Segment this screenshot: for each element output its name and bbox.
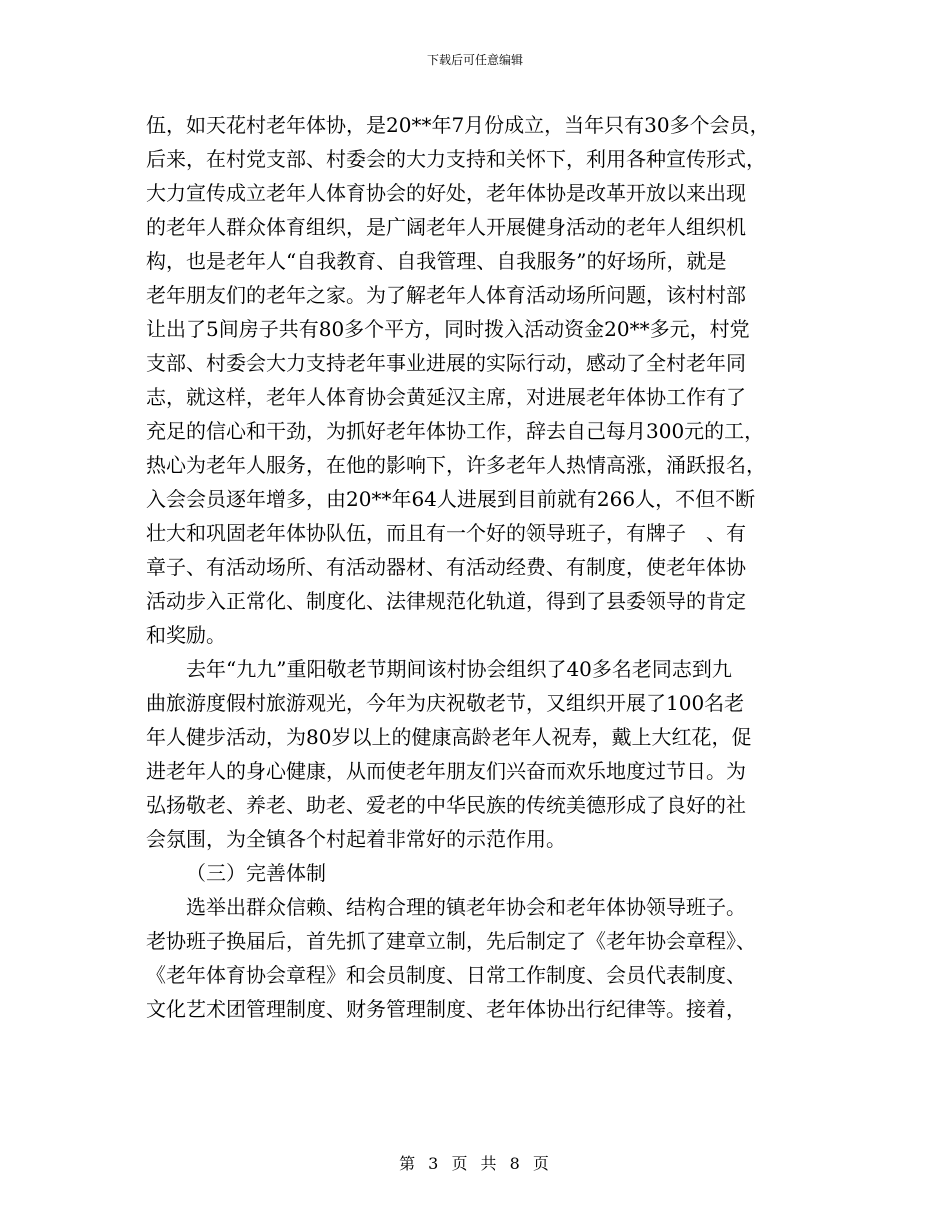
text-line-17: 去年“九九”重阳敬老节期间该村协会组织了40多名老同志到九 bbox=[186, 657, 732, 681]
text-line-5: 构，也是老年人“自我教育、自我管理、自我服务”的好场所，就是 bbox=[146, 249, 727, 273]
text-line-27: 文化艺术团管理制度、财务管理制度、老年体协出行纪律等。接着， bbox=[146, 997, 746, 1021]
text-line-21: 弘扬敬老、养老、助老、爱老的中华民族的传统美德形成了良好的社 bbox=[146, 793, 746, 817]
text-line-26: 《老年体育协会章程》和会员制度、日常工作制度、会员代表制度、 bbox=[146, 963, 746, 987]
text-line-2: 后来，在村党支部、村委会的大力支持和关怀下，利用各种宣传形式， bbox=[146, 147, 766, 171]
text-line-19: 年人健步活动，为80岁以上的健康高龄老年人祝寿，戴上大红花，促 bbox=[146, 725, 752, 749]
document-body bbox=[146, 108, 826, 1026]
text-line-1: 伍，如天花村老年体协，是20**年7月份成立，当年只有30多个会员， bbox=[146, 113, 770, 137]
text-line-15: 活动步入正常化、制度化、法律规范化轨道，得到了县委领导的肯定 bbox=[146, 589, 746, 613]
text-line-11: 热心为老年人服务，在他的影响下，许多老年人热情高涨，涌跃报名， bbox=[146, 453, 766, 477]
text-line-14: 章子、有活动场所、有活动器材、有活动经费、有制度，使老年体协 bbox=[146, 555, 746, 579]
text-line-4: 的老年人群众体育组织，是广阔老年人开展健身活动的老年人组织机 bbox=[146, 215, 746, 239]
text-line-7: 让出了5间房子共有80多个平方，同时拨入活动资金20**多元，村党 bbox=[146, 317, 750, 341]
text-line-3: 大力宣传成立老年人体育协会的好处，老年体协是改革开放以来出现 bbox=[146, 181, 746, 205]
text-line-24: 选举出群众信赖、结构合理的镇老年协会和老年体协领导班子。 bbox=[186, 895, 746, 919]
section-heading: （三）完善体制 bbox=[186, 861, 326, 885]
text-line-9: 志，就这样，老年人体育协会黄延汉主席，对进展老年体协工作有了 bbox=[146, 385, 746, 409]
text-line-22: 会氛围，为全镇各个村起着非常好的示范作用。 bbox=[146, 827, 566, 851]
text-line-10: 充足的信心和干劲，为抓好老年体协工作，辞去自己每月300元的工， bbox=[146, 419, 765, 443]
text-line-6: 老年朋友们的老年之家。为了解老年人体育活动场所问题，该村村部 bbox=[146, 283, 746, 307]
text-line-16: 和奖励。 bbox=[146, 623, 226, 647]
page-number: 第 3 页 共 8 页 bbox=[399, 1154, 551, 1173]
text-line-13: 壮大和巩固老年体协队伍，而且有一个好的领导班子，有牌子 、有 bbox=[146, 521, 746, 545]
text-line-25: 老协班子换届后，首先抓了建章立制，先后制定了《老年协会章程》、 bbox=[146, 929, 756, 953]
text-line-20: 进老年人的身心健康，从而使老年朋友们兴奋而欢乐地度过节日。为 bbox=[146, 759, 746, 783]
text-line-12: 入会会员逐年增多，由20**年64人进展到目前就有266人，不但不断 bbox=[146, 487, 756, 511]
page-header-note: 下载后可任意编辑 bbox=[426, 53, 523, 67]
text-line-8: 支部、村委会大力支持老年事业进展的实际行动，感动了全村老年同 bbox=[146, 351, 746, 375]
text-line-18: 曲旅游度假村旅游观光，今年为庆祝敬老节，又组织开展了100名老 bbox=[146, 691, 745, 715]
